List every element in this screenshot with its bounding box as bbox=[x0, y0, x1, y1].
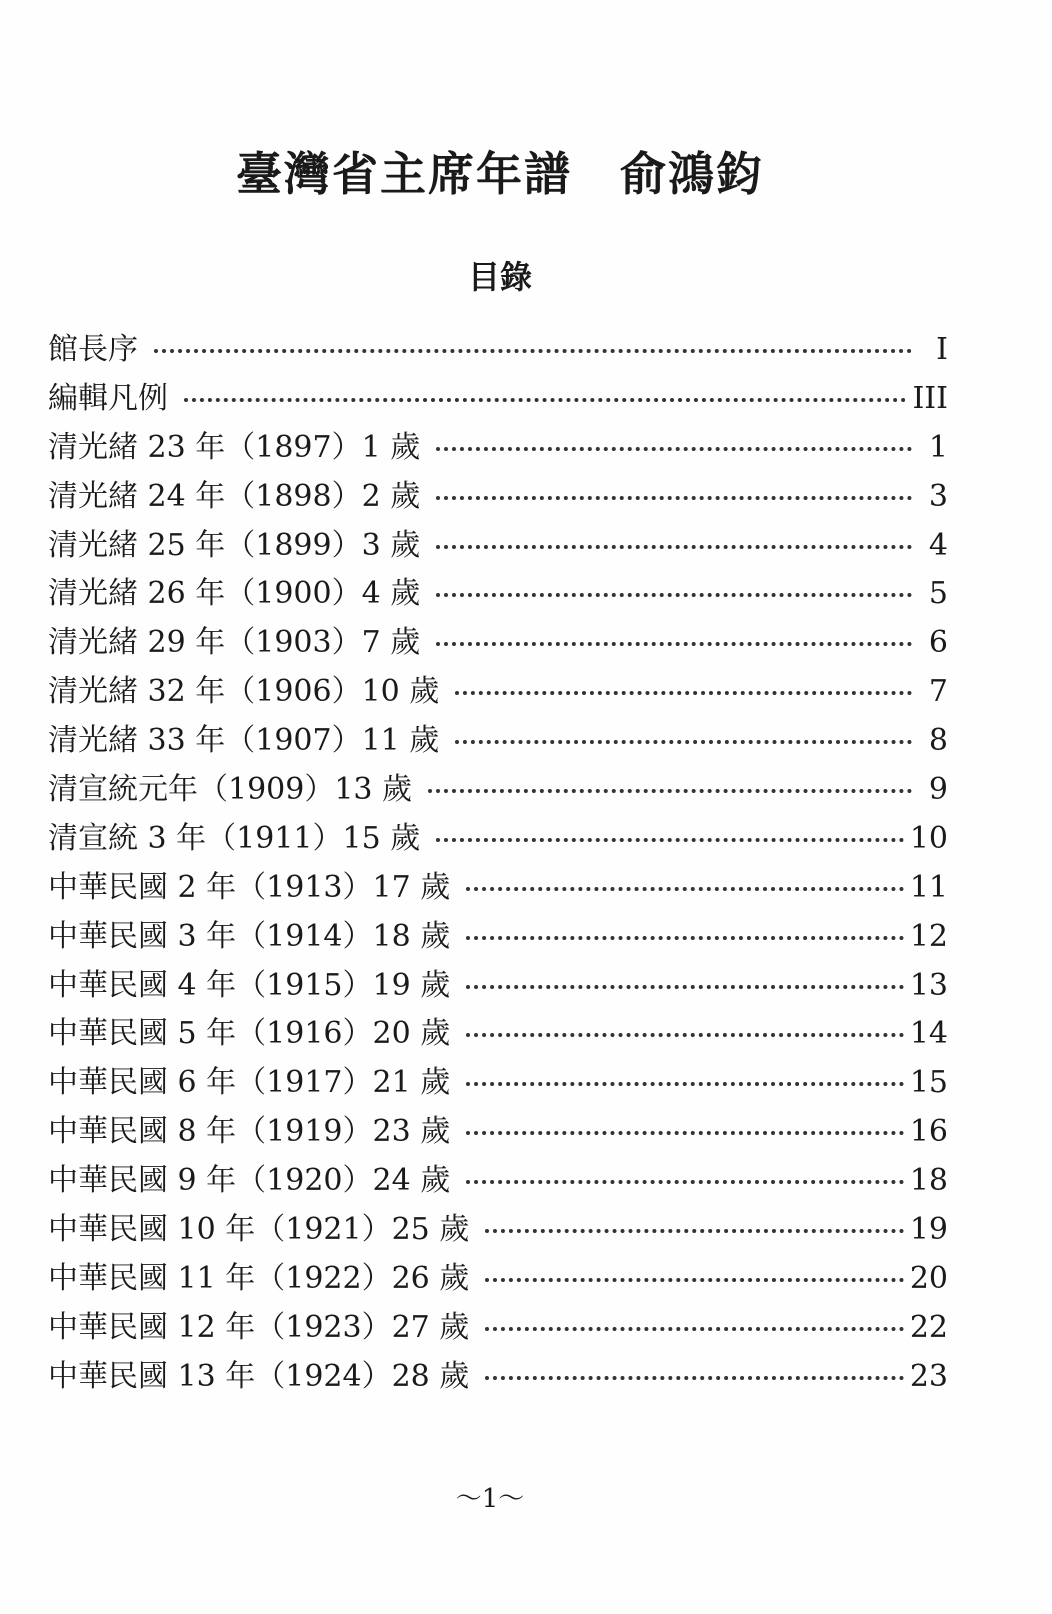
dot-leader bbox=[436, 592, 912, 597]
dot-leader bbox=[436, 544, 912, 549]
dot-leader bbox=[455, 739, 912, 744]
toc-entry-page: 5 bbox=[928, 576, 948, 612]
dot-leader bbox=[436, 641, 912, 646]
toc-entry-page: 15 bbox=[909, 1065, 948, 1101]
toc-entry-label: 清光緒 32 年（1906）10 歲 bbox=[48, 674, 440, 710]
toc-entry-page: 20 bbox=[909, 1260, 948, 1296]
toc-entry-label: 中華民國 9 年（1920）24 歲 bbox=[48, 1163, 451, 1199]
toc-entry-page: 4 bbox=[928, 527, 948, 563]
toc-entry[interactable] bbox=[48, 1255, 948, 1304]
toc-entry[interactable] bbox=[48, 1010, 948, 1059]
toc-entry-label: 中華民國 8 年（1919）23 歲 bbox=[48, 1114, 451, 1150]
toc-entry-label: 中華民國 6 年（1917）21 歲 bbox=[48, 1065, 451, 1101]
toc-entry-label: 中華民國 12 年（1923）27 歲 bbox=[48, 1309, 470, 1345]
toc-entry-label: 清光緒 26 年（1900）4 歲 bbox=[48, 576, 421, 612]
toc-entry[interactable] bbox=[48, 326, 948, 375]
toc-entry-label: 中華民國 10 年（1921）25 歲 bbox=[48, 1212, 470, 1248]
toc-entry-page: 10 bbox=[909, 820, 948, 856]
toc-entry-label: 中華民國 5 年（1916）20 歲 bbox=[48, 1016, 451, 1052]
toc-entry-label: 中華民國 3 年（1914）18 歲 bbox=[48, 918, 451, 954]
dot-leader bbox=[466, 1032, 904, 1037]
toc-entry[interactable] bbox=[48, 424, 948, 473]
toc-heading: 目錄 bbox=[467, 258, 532, 296]
dot-leader bbox=[428, 788, 912, 793]
toc-entry-label: 中華民國 13 年（1924）28 歲 bbox=[48, 1358, 470, 1394]
toc-entry-page: 8 bbox=[928, 723, 948, 759]
toc-entry-page: III bbox=[912, 380, 948, 416]
dot-leader bbox=[466, 935, 904, 940]
dot-leader bbox=[466, 984, 904, 989]
toc-entry[interactable] bbox=[48, 668, 948, 717]
toc-entry[interactable] bbox=[48, 1059, 948, 1108]
toc-entry[interactable] bbox=[48, 864, 948, 913]
toc-entry[interactable] bbox=[48, 522, 948, 571]
toc-entry-page: 6 bbox=[928, 625, 948, 661]
toc-entry-label: 中華民國 2 年（1913）17 歲 bbox=[48, 869, 451, 905]
dot-leader bbox=[466, 886, 904, 891]
toc-entry-page: 3 bbox=[928, 478, 948, 514]
toc-entry[interactable] bbox=[48, 962, 948, 1011]
toc-entry-page: 11 bbox=[909, 869, 948, 905]
toc-entry[interactable] bbox=[48, 473, 948, 522]
page-title: 臺灣省主席年譜 俞鴻鈞 bbox=[236, 147, 764, 201]
toc-entry-page: 1 bbox=[928, 429, 948, 465]
toc-entry[interactable] bbox=[48, 619, 948, 668]
toc-entry[interactable] bbox=[48, 1157, 948, 1206]
dot-leader bbox=[485, 1326, 904, 1331]
dot-leader bbox=[436, 495, 912, 500]
toc-entry-page: 12 bbox=[909, 918, 948, 954]
dot-leader bbox=[485, 1375, 904, 1380]
toc-entry[interactable] bbox=[48, 1108, 948, 1157]
toc-entry[interactable] bbox=[48, 1206, 948, 1255]
dot-leader bbox=[436, 837, 904, 842]
toc-entry-page: 14 bbox=[909, 1016, 948, 1052]
dot-leader bbox=[466, 1179, 904, 1184]
toc-entry[interactable] bbox=[48, 766, 948, 815]
toc-entry-label: 清光緒 33 年（1907）11 歲 bbox=[48, 723, 440, 759]
dot-leader bbox=[455, 690, 912, 695]
dot-leader bbox=[436, 446, 912, 451]
toc-entry-page: 19 bbox=[909, 1212, 948, 1248]
dot-leader bbox=[485, 1277, 904, 1282]
toc-entry-page: 16 bbox=[909, 1114, 948, 1150]
toc-entry-page: I bbox=[936, 332, 948, 367]
dot-leader bbox=[184, 397, 906, 402]
toc-entry-label: 中華民國 11 年（1922）26 歲 bbox=[48, 1260, 470, 1296]
toc-entry-page: 7 bbox=[928, 674, 948, 710]
toc-entry-label: 中華民國 4 年（1915）19 歲 bbox=[48, 967, 451, 1003]
dot-leader bbox=[485, 1228, 904, 1233]
dot-leader bbox=[466, 1081, 904, 1086]
toc-entry-label: 清光緒 25 年（1899）3 歲 bbox=[48, 527, 421, 563]
toc-entry-label: 清宣統 3 年（1911）15 歲 bbox=[48, 820, 421, 856]
toc-entry-page: 9 bbox=[928, 772, 948, 808]
toc-entry-label: 清光緒 23 年（1897）1 歲 bbox=[48, 429, 421, 465]
dot-leader bbox=[154, 348, 912, 353]
toc-entry-page: 23 bbox=[909, 1358, 948, 1394]
toc-entry-label: 清宣統元年（1909）13 歲 bbox=[48, 772, 413, 808]
toc-entry[interactable] bbox=[48, 1304, 948, 1353]
toc-entry[interactable] bbox=[48, 375, 948, 424]
table-of-contents bbox=[48, 326, 948, 1402]
dot-leader bbox=[466, 1130, 904, 1135]
toc-entry-label: 清光緒 29 年（1903）7 歲 bbox=[48, 625, 421, 661]
toc-entry[interactable] bbox=[48, 717, 948, 766]
toc-entry-page: 18 bbox=[909, 1163, 948, 1199]
toc-entry-page: 22 bbox=[909, 1309, 948, 1345]
page-number: ～1～ bbox=[455, 1484, 525, 1514]
toc-entry[interactable] bbox=[48, 815, 948, 864]
toc-entry-label: 清光緒 24 年（1898）2 歲 bbox=[48, 478, 421, 514]
toc-entry[interactable] bbox=[48, 570, 948, 619]
toc-entry[interactable] bbox=[48, 1353, 948, 1402]
toc-entry-page: 13 bbox=[909, 967, 948, 1003]
toc-entry-label: 館長序 bbox=[48, 332, 138, 367]
toc-entry[interactable] bbox=[48, 913, 948, 962]
toc-entry-label: 編輯凡例 bbox=[48, 380, 168, 416]
